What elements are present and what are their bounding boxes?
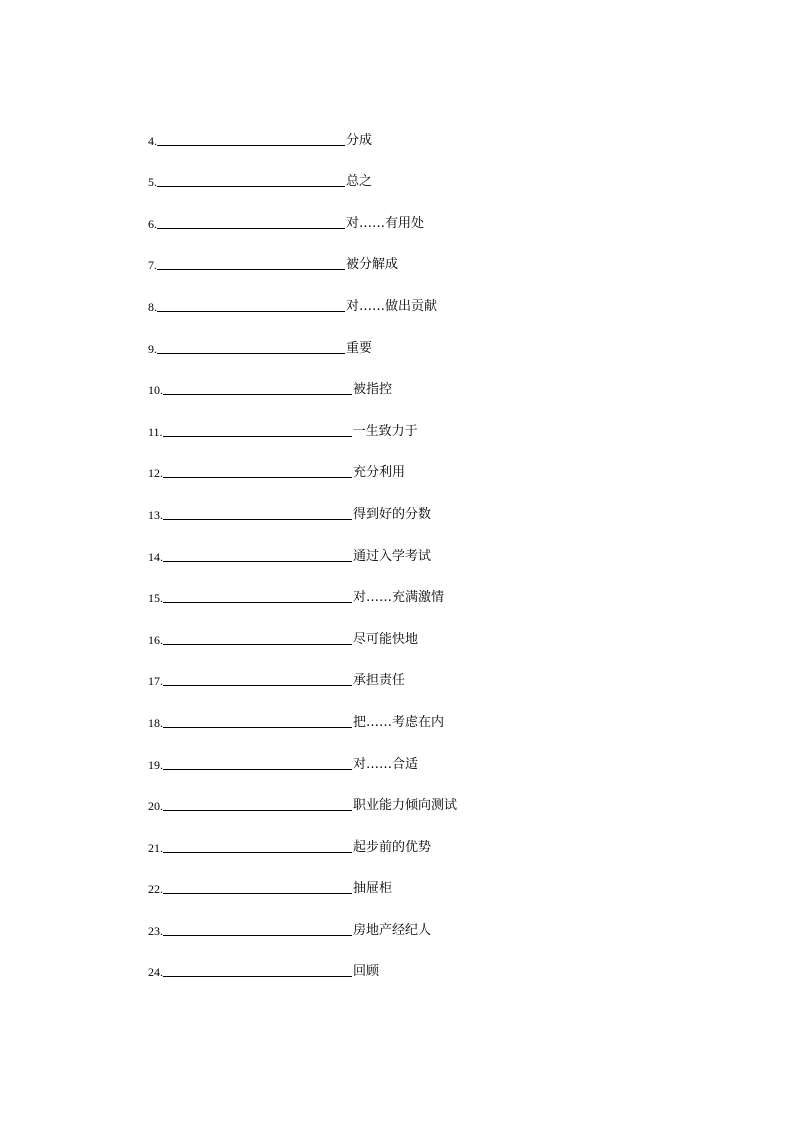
list-item bbox=[148, 523, 457, 565]
item-number: 18. bbox=[148, 715, 163, 730]
list-item bbox=[148, 440, 457, 482]
answer-blank[interactable] bbox=[163, 671, 352, 686]
answer-blank[interactable] bbox=[163, 380, 352, 395]
answer-blank[interactable] bbox=[163, 755, 352, 770]
item-meaning: 通过入学考试 bbox=[353, 548, 432, 564]
item-meaning: 尽可能快地 bbox=[353, 631, 419, 647]
list-item bbox=[148, 149, 457, 191]
item-number: 21. bbox=[148, 840, 163, 855]
answer-blank[interactable] bbox=[163, 879, 352, 894]
item-meaning: 承担责任 bbox=[353, 673, 406, 689]
item-number: 5. bbox=[148, 175, 157, 190]
item-meaning: 对……充满激情 bbox=[353, 590, 445, 606]
item-number: 7. bbox=[148, 258, 157, 273]
item-meaning: 起步前的优势 bbox=[353, 839, 432, 855]
answer-blank[interactable] bbox=[163, 547, 352, 562]
item-number: 24. bbox=[148, 965, 163, 980]
item-number: 13. bbox=[148, 507, 163, 522]
list-item bbox=[148, 606, 457, 648]
fill-in-list bbox=[148, 107, 457, 980]
list-item bbox=[148, 689, 457, 731]
item-meaning: 房地产经纪人 bbox=[353, 922, 432, 938]
item-number: 11. bbox=[148, 424, 163, 439]
item-number: 14. bbox=[148, 549, 163, 564]
item-number: 15. bbox=[148, 591, 163, 606]
item-number: 16. bbox=[148, 632, 163, 647]
answer-blank[interactable] bbox=[163, 838, 352, 853]
answer-blank[interactable] bbox=[163, 588, 352, 603]
item-meaning: 回顾 bbox=[353, 964, 380, 980]
list-item bbox=[148, 398, 457, 440]
list-item bbox=[148, 481, 457, 523]
item-meaning: 职业能力倾向测试 bbox=[353, 798, 458, 814]
item-meaning: 对……有用处 bbox=[346, 215, 425, 231]
answer-blank[interactable] bbox=[163, 796, 352, 811]
answer-blank[interactable] bbox=[163, 962, 352, 977]
answer-blank[interactable] bbox=[157, 131, 345, 146]
item-meaning: 抽屉柜 bbox=[353, 881, 393, 897]
answer-blank[interactable] bbox=[163, 921, 352, 936]
list-item bbox=[148, 315, 457, 357]
item-number: 12. bbox=[148, 466, 163, 481]
item-meaning: 一生致力于 bbox=[352, 423, 418, 439]
item-meaning: 总之 bbox=[346, 174, 373, 190]
answer-blank[interactable] bbox=[157, 172, 345, 187]
item-meaning: 被指控 bbox=[353, 382, 393, 398]
answer-blank[interactable] bbox=[157, 339, 345, 354]
answer-blank[interactable] bbox=[163, 422, 352, 437]
item-meaning: 重要 bbox=[346, 340, 373, 356]
answer-blank[interactable] bbox=[157, 297, 345, 312]
item-meaning: 对……合适 bbox=[353, 756, 419, 772]
list-item bbox=[148, 731, 457, 773]
answer-blank[interactable] bbox=[163, 630, 352, 645]
item-meaning: 分成 bbox=[346, 132, 373, 148]
item-number: 6. bbox=[148, 216, 157, 231]
list-item bbox=[148, 773, 457, 815]
answer-blank[interactable] bbox=[163, 463, 352, 478]
item-number: 4. bbox=[148, 133, 157, 148]
item-number: 17. bbox=[148, 674, 163, 689]
answer-blank[interactable] bbox=[163, 713, 352, 728]
item-number: 20. bbox=[148, 799, 163, 814]
list-item bbox=[148, 565, 457, 607]
list-item bbox=[148, 273, 457, 315]
item-number: 19. bbox=[148, 757, 163, 772]
answer-blank[interactable] bbox=[157, 255, 345, 270]
item-number: 10. bbox=[148, 383, 163, 398]
list-item bbox=[148, 814, 457, 856]
item-number: 22. bbox=[148, 882, 163, 897]
item-number: 23. bbox=[148, 923, 163, 938]
item-number: 9. bbox=[148, 341, 157, 356]
item-meaning: 对……做出贡献 bbox=[346, 298, 438, 314]
answer-blank[interactable] bbox=[163, 505, 352, 520]
list-item bbox=[148, 939, 457, 981]
item-meaning: 充分利用 bbox=[353, 465, 406, 481]
list-item bbox=[148, 232, 457, 274]
list-item bbox=[148, 357, 457, 399]
item-meaning: 把……考虑在内 bbox=[353, 714, 445, 730]
list-item bbox=[148, 856, 457, 898]
list-item bbox=[148, 648, 457, 690]
list-item bbox=[148, 190, 457, 232]
answer-blank[interactable] bbox=[157, 214, 345, 229]
list-item bbox=[148, 107, 457, 149]
item-meaning: 得到好的分数 bbox=[353, 506, 432, 522]
list-item bbox=[148, 897, 457, 939]
item-number: 8. bbox=[148, 299, 157, 314]
item-meaning: 被分解成 bbox=[346, 257, 399, 273]
